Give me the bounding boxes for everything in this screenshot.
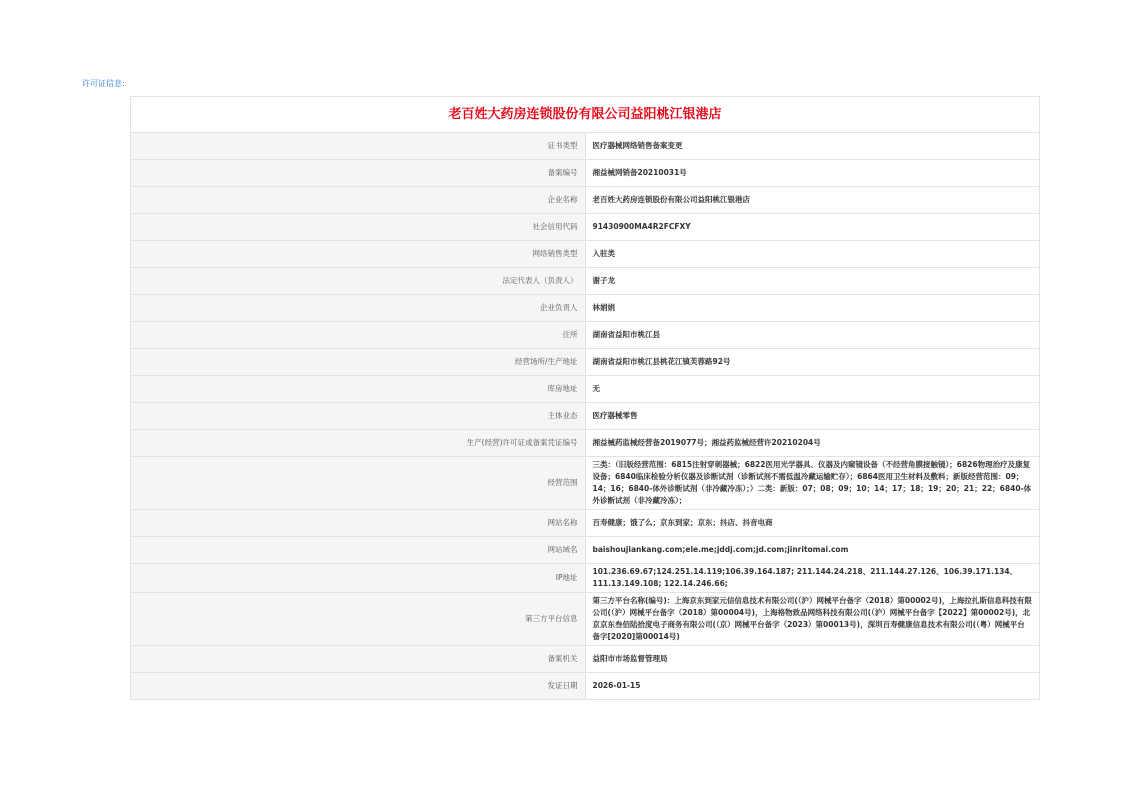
table-row: [131, 295, 1040, 322]
row-label-credit-code: 社会信用代码: [131, 214, 586, 241]
row-value-manager: 林娟娟: [585, 295, 1040, 322]
row-value-company-name: 老百姓大药房连锁股份有限公司益阳桃江银港店: [585, 187, 1040, 214]
row-value-warehouse: 无: [585, 376, 1040, 403]
row-value-record-no: 湘益械网销备20210031号: [585, 160, 1040, 187]
row-value-third-party: 第三方平台名称(编号)：上海京东到家元信信息技术有限公司(（沪）网械平台备字（2018）第00002号)，上海拉扎斯信息科技有限公司(（沪）网械平台备字（2018）第00004号)，上海格物致品网络科技有限公司(（沪）网械平台备字【2022】第00002号)，北京京东叁佰陆拾度电子商务有限公司(（京）网械平台备字（2023）第00013号)，深圳百寿健康信息技术有限公司(（粤）网械平台备字[2020]第00014号): [585, 593, 1040, 646]
row-label-site-domain: 网站域名: [131, 537, 586, 564]
row-label-manager: 企业负责人: [131, 295, 586, 322]
row-value-business-scope: 三类：（旧版经营范围：6815注射穿刺器械；6822医用光学器具、仪器及内窥镜设备（不经营角膜接触镜）；6826物理治疗及康复设备；6840临床检验分析仪器及诊断试剂（诊断试剂不需低温冷藏运输贮存）；6864医用卫生材料及敷料；新版经营范围：09；14；16；6840-体外诊断试剂（非冷藏冷冻）；）二类：新版：07；08；09；10；14；17；18；19；20；21；22；6840-体外诊断试剂（非冷藏冷冻）；: [585, 457, 1040, 510]
table-row: [131, 160, 1040, 187]
row-value-domicile: 湖南省益阳市桃江县: [585, 322, 1040, 349]
row-label-sales-type: 网络销售类型: [131, 241, 586, 268]
row-label-business-form: 主体业态: [131, 403, 586, 430]
table-row: [131, 133, 1040, 160]
row-label-domicile: 住所: [131, 322, 586, 349]
row-label-record-authority: 备案机关: [131, 646, 586, 673]
table-row: [131, 268, 1040, 295]
license-info-link[interactable]: 许可证信息:: [82, 79, 125, 88]
table-row: [131, 593, 1040, 646]
table-row: [131, 187, 1040, 214]
table-row: [131, 457, 1040, 510]
row-value-license-no: 湘益械药监械经营备2019077号；湘益药监械经营许20210204号: [585, 430, 1040, 457]
license-table: [130, 96, 1040, 700]
row-label-business-address: 经营场所/生产地址: [131, 349, 586, 376]
table-row: [131, 349, 1040, 376]
row-value-legal-rep: 谢子龙: [585, 268, 1040, 295]
table-row: [131, 510, 1040, 537]
table-row: [131, 322, 1040, 349]
row-label-site-name: 网站名称: [131, 510, 586, 537]
title-row: [131, 97, 1040, 133]
table-row: [131, 376, 1040, 403]
table-row: [131, 646, 1040, 673]
row-value-business-address: 湖南省益阳市桃江县桃花江镇芙蓉路92号: [585, 349, 1040, 376]
row-label-ip-address: IP地址: [131, 564, 586, 593]
row-value-business-form: 医疗器械零售: [585, 403, 1040, 430]
table-row: [131, 403, 1040, 430]
row-value-sales-type: 入驻类: [585, 241, 1040, 268]
row-label-company-name: 企业名称: [131, 187, 586, 214]
table-row: [131, 430, 1040, 457]
table-row: [131, 241, 1040, 268]
table-row: [131, 537, 1040, 564]
table-row: [131, 214, 1040, 241]
row-value-ip-address: 101.236.69.67;124.251.14.119;106.39.164.187; 211.144.24.218、211.144.27.126、106.39.171.134、111.13.149.108; 122.14.246.66;: [585, 564, 1040, 593]
row-value-site-name: 百寿健康；饿了么；京东到家；京东；抖店、抖音电商: [585, 510, 1040, 537]
table-row: [131, 673, 1040, 700]
row-value-cert-type: 医疗器械网络销售备案变更: [585, 133, 1040, 160]
row-label-license-no: 生产(经营)许可证或备案凭证编号: [131, 430, 586, 457]
row-value-record-authority: 益阳市市场监督管理局: [585, 646, 1040, 673]
row-label-legal-rep: 法定代表人（负责人）: [131, 268, 586, 295]
table-row: [131, 564, 1040, 593]
row-value-issue-date: 2026-01-15: [585, 673, 1040, 700]
store-title: 老百姓大药房连锁股份有限公司益阳桃江银港店: [131, 97, 1040, 133]
row-label-warehouse: 库房地址: [131, 376, 586, 403]
row-label-business-scope: 经营范围: [131, 457, 586, 510]
row-label-cert-type: 证书类型: [131, 133, 586, 160]
row-label-record-no: 备案编号: [131, 160, 586, 187]
row-value-site-domain: baishoujiankang.com;ele.me;jddj.com;jd.com;jinritomai.com: [585, 537, 1040, 564]
row-value-credit-code: 91430900MA4R2FCFXY: [585, 214, 1040, 241]
row-label-issue-date: 发证日期: [131, 673, 586, 700]
row-label-third-party: 第三方平台信息: [131, 593, 586, 646]
